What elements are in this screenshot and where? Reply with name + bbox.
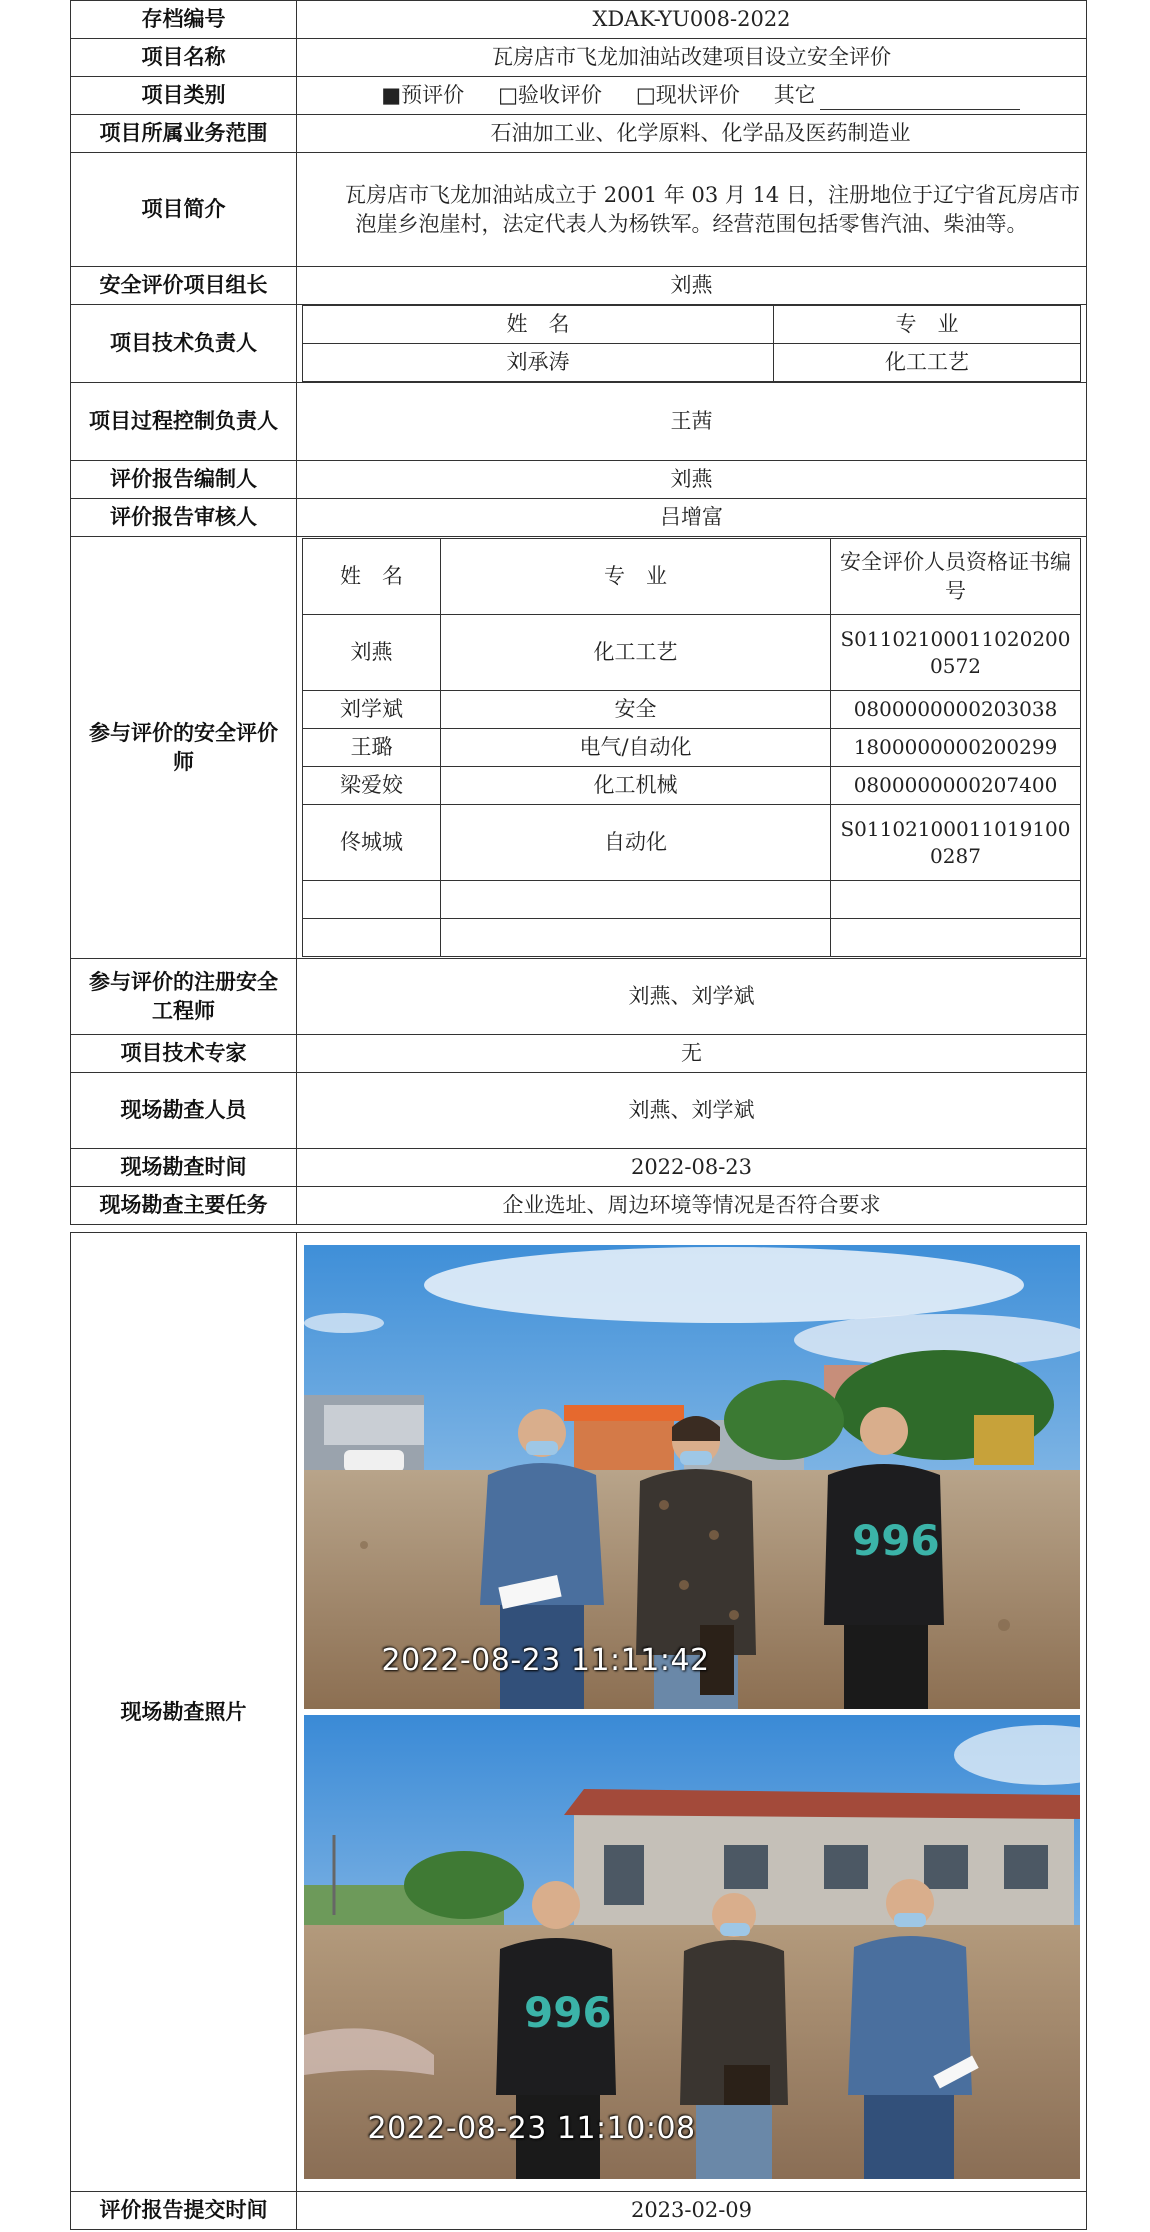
evaluator-cert-no: 0800000000203038 <box>831 691 1081 729</box>
site-staff-label: 现场勘查人员 <box>71 1073 297 1149</box>
evaluation-record-form <box>70 0 1086 2230</box>
svg-text:996: 996 <box>851 1516 940 1565</box>
evaluator-row <box>303 615 1081 691</box>
evaluator-major: 自动化 <box>441 805 831 881</box>
record-table <box>70 0 1087 2230</box>
evaluator-major: 电气/自动化 <box>441 729 831 767</box>
site-task-value: 企业选址、周边环境等情况是否符合要求 <box>297 1187 1087 1225</box>
evaluator-cert-no: 1800000000200299 <box>831 729 1081 767</box>
business-scope-label: 项目所属业务范围 <box>71 115 297 153</box>
evaluator-major: 化工机械 <box>441 767 831 805</box>
type-option-status: □现状评价 <box>635 83 740 108</box>
tech-lead-major-header: 专 业 <box>774 306 1081 344</box>
site-photos-label: 现场勘查照片 <box>71 1233 297 2192</box>
project-name-value: 瓦房店市飞龙加油站改建项目设立安全评价 <box>297 39 1087 77</box>
tech-lead-subtable <box>297 305 1087 383</box>
experts-value: 无 <box>297 1035 1087 1073</box>
evaluator-row <box>303 805 1081 881</box>
archive-no-value: XDAK-YU008-2022 <box>297 1 1087 39</box>
evaluator-name <box>303 881 441 919</box>
evaluator-cert-no: 0800000000207400 <box>831 767 1081 805</box>
compiler-value: 刘燕 <box>297 461 1087 499</box>
site-time-label: 现场勘查时间 <box>71 1149 297 1187</box>
evaluator-major <box>441 881 831 919</box>
row-business-scope <box>71 115 1087 153</box>
type-option-acceptance: □验收评价 <box>498 83 602 108</box>
project-type-label: 项目类别 <box>71 77 297 115</box>
evaluator-cert-no <box>831 919 1081 957</box>
row-archive-no <box>71 1 1087 39</box>
row-process-lead <box>71 383 1087 461</box>
site-photo-1-image <box>304 1245 1080 1709</box>
evaluator-name: 刘学斌 <box>303 691 441 729</box>
archive-no-label: 存档编号 <box>71 1 297 39</box>
row-tech-lead <box>71 305 1087 383</box>
process-lead-value: 王茜 <box>297 383 1087 461</box>
row-site-time <box>71 1149 1087 1187</box>
evaluator-name: 王璐 <box>303 729 441 767</box>
row-team-leader <box>71 267 1087 305</box>
row-intro <box>71 153 1087 267</box>
site-task-label: 现场勘查主要任务 <box>71 1187 297 1225</box>
evaluator-major <box>441 919 831 957</box>
intro-value: 瓦房店市飞龙加油站成立于 2001 年 03 月 14 日，注册地位于辽宁省瓦房店市泡崖乡泡崖村，法定代表人为杨铁军。经营范围包括零售汽油、柴油等。 <box>297 153 1087 267</box>
site-staff-value: 刘燕、刘学斌 <box>297 1073 1087 1149</box>
type-option-pre: ■预评价 <box>381 83 465 108</box>
team-leader-value: 刘燕 <box>297 267 1087 305</box>
evaluator-row <box>303 919 1081 957</box>
eval-header-name: 姓 名 <box>303 539 441 615</box>
intro-label: 项目简介 <box>71 153 297 267</box>
row-project-type <box>71 77 1087 115</box>
evaluator-name: 刘燕 <box>303 615 441 691</box>
row-submit-time <box>71 2192 1087 2230</box>
evaluator-cert-no: S011021000110202000572 <box>831 615 1081 691</box>
evaluator-row <box>303 881 1081 919</box>
project-type-options <box>297 77 1087 115</box>
evaluators-subtable <box>297 537 1087 959</box>
evaluator-major: 化工工艺 <box>441 615 831 691</box>
tech-lead-name-header: 姓 名 <box>303 306 774 344</box>
photo-1-timestamp: 2022-08-23 11:11:42 <box>381 1642 710 1678</box>
svg-text:996: 996 <box>523 1988 612 2037</box>
row-project-name <box>71 39 1087 77</box>
row-site-staff <box>71 1073 1087 1149</box>
row-site-task <box>71 1187 1087 1225</box>
row-engineers <box>71 959 1087 1035</box>
row-compiler <box>71 461 1087 499</box>
compiler-label: 评价报告编制人 <box>71 461 297 499</box>
tech-lead-name: 刘承涛 <box>303 344 774 382</box>
site-photo-1 <box>304 1245 1080 1709</box>
evaluator-row <box>303 729 1081 767</box>
evaluator-cert-no <box>831 881 1081 919</box>
evaluator-row <box>303 767 1081 805</box>
business-scope-value: 石油加工业、化学原料、化学品及医药制造业 <box>297 115 1087 153</box>
engineers-value: 刘燕、刘学斌 <box>297 959 1087 1035</box>
other-blank-line <box>820 91 1020 110</box>
experts-label: 项目技术专家 <box>71 1035 297 1073</box>
tech-lead-label: 项目技术负责人 <box>71 305 297 383</box>
submit-time-value: 2023-02-09 <box>297 2192 1087 2230</box>
engineers-label: 参与评价的注册安全工程师 <box>71 959 297 1035</box>
site-photos-cell <box>297 1233 1087 2192</box>
reviewer-label: 评价报告审核人 <box>71 499 297 537</box>
evaluators-label: 参与评价的安全评价师 <box>71 537 297 959</box>
evaluator-cert-no: S011021000110191000287 <box>831 805 1081 881</box>
evaluator-name <box>303 919 441 957</box>
project-name-label: 项目名称 <box>71 39 297 77</box>
evaluator-name: 佟城城 <box>303 805 441 881</box>
eval-header-cert: 安全评价人员资格证书编号 <box>831 539 1081 615</box>
eval-header-major: 专 业 <box>441 539 831 615</box>
photo-2-timestamp: 2022-08-23 11:10:08 <box>367 2110 696 2146</box>
row-reviewer <box>71 499 1087 537</box>
process-lead-label: 项目过程控制负责人 <box>71 383 297 461</box>
evaluator-row <box>303 691 1081 729</box>
site-time-value: 2022-08-23 <box>297 1149 1087 1187</box>
row-experts <box>71 1035 1087 1073</box>
submit-time-label: 评价报告提交时间 <box>71 2192 297 2230</box>
reviewer-value: 吕增富 <box>297 499 1087 537</box>
site-photo-2 <box>304 1715 1080 2179</box>
type-option-other: 其它 <box>773 83 816 108</box>
row-site-photos <box>71 1233 1087 2192</box>
tech-lead-major: 化工工艺 <box>774 344 1081 382</box>
row-evaluators <box>71 537 1087 959</box>
evaluator-name: 梁爱姣 <box>303 767 441 805</box>
team-leader-label: 安全评价项目组长 <box>71 267 297 305</box>
evaluator-major: 安全 <box>441 691 831 729</box>
